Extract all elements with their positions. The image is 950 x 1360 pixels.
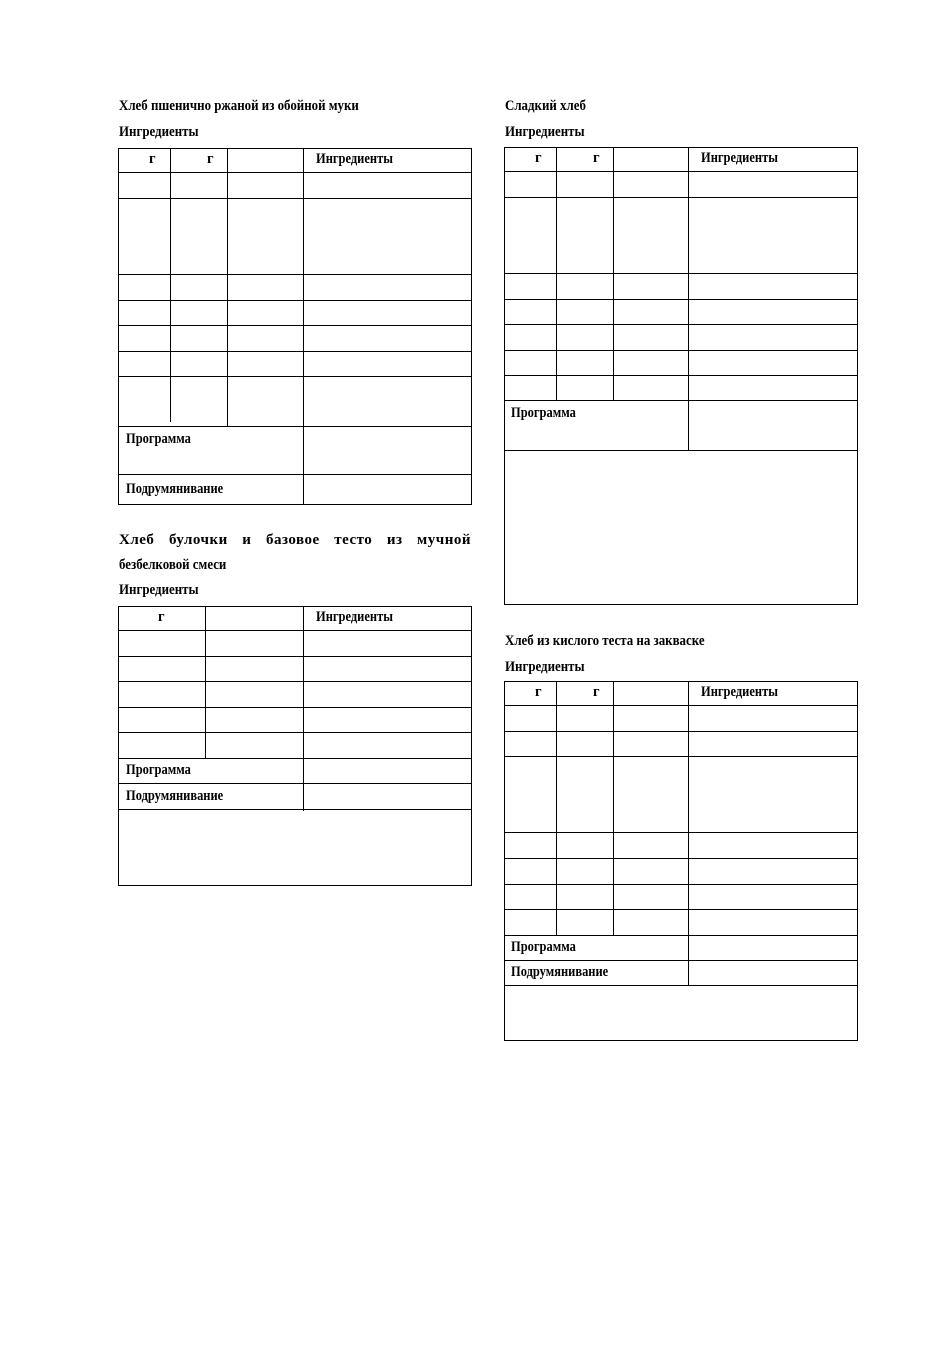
header-grams-2: г [593,150,600,166]
header-grams-1: г [149,151,156,167]
title-word: булочки [168,532,228,548]
browning-label: Подрумянивание [126,788,224,804]
header-grams-1: г [535,684,542,700]
header-ingredients: Ингредиенты [701,684,778,700]
header-grams-1: г [535,150,542,166]
header-ingredients: Ингредиенты [316,151,393,167]
section-title-sourdough: Хлеб из кислого теста на закваске [505,633,705,649]
browning-label: Подрумянивание [511,964,609,980]
program-label: Программа [511,405,576,421]
recipe-table-rye [118,148,472,505]
ingredients-heading-glutenfree: Ингредиенты [119,582,199,598]
ingredients-heading-sourdough: Ингредиенты [505,659,585,675]
section-title-rye: Хлеб пшенично ржаной из обойной муки [119,98,359,114]
recipe-table-glutenfree [118,606,472,886]
header-ingredients: Ингредиенты [316,609,393,625]
program-label: Программа [126,431,191,447]
ingredients-heading-rye: Ингредиенты [119,124,199,140]
header-grams-1: г [158,609,165,625]
recipe-table-sweet [504,147,858,605]
title-word: мучной [417,532,471,548]
ingredients-heading-sweet: Ингредиенты [505,124,585,140]
header-ingredients: Ингредиенты [701,150,778,166]
header-grams-2: г [207,151,214,167]
section-title-sweet: Сладкий хлеб [505,98,586,114]
title-word: базовое [265,532,320,548]
title-word: и [242,532,252,548]
browning-label: Подрумянивание [126,481,224,497]
section-title-glutenfree [119,531,471,549]
title-word: Хлеб [119,532,155,548]
recipe-table-sourdough [504,681,858,1041]
section-title-glutenfree-line2: безбелковой смеси [119,557,227,573]
program-label: Программа [511,939,576,955]
header-grams-2: г [593,684,600,700]
program-label: Программа [126,762,191,778]
title-word: тесто [334,532,373,548]
title-word: из [386,532,403,548]
